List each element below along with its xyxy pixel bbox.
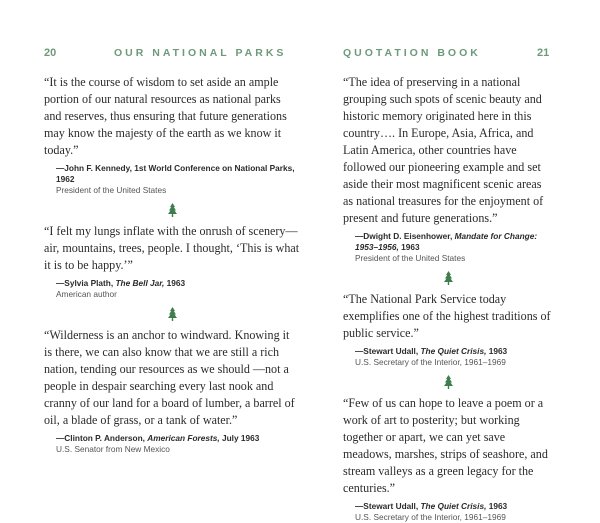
quote-attribution bbox=[56, 278, 300, 300]
right-quotes bbox=[343, 74, 553, 523]
right-header-title: QUOTATION BOOK bbox=[343, 47, 481, 59]
quote-attribution bbox=[355, 231, 553, 264]
quote-plath bbox=[44, 223, 300, 300]
quote-attribution bbox=[56, 433, 300, 455]
author-name: —Clinton P. Anderson, bbox=[56, 433, 148, 443]
author-year: 1963 bbox=[398, 242, 420, 252]
tree-separator bbox=[44, 307, 300, 321]
quote-text: “Few of us can hope to leave a poem or a work of art to posterity; but working together or apart, we can yet save meadows, marshes, strips of seashore, and stream valleys as a green legacy for the centuries.” bbox=[343, 396, 548, 495]
quote-anderson bbox=[44, 327, 300, 455]
quote-author: —John F. Kennedy, 1st World Conference on National Parks, 1962 bbox=[56, 163, 295, 184]
author-name: —Dwight D. Eisenhower, bbox=[355, 231, 455, 241]
author-name: —Stewart Udall, bbox=[355, 501, 421, 511]
left-header-title: OUR NATIONAL PARKS bbox=[114, 47, 287, 59]
quote-udall-1 bbox=[343, 291, 553, 368]
quote-author-role: American author bbox=[56, 289, 117, 299]
quote-text: “The National Park Service today exemplifies one of the highest traditions of public service.” bbox=[343, 292, 551, 340]
quote-author bbox=[355, 346, 553, 357]
quote-udall-2 bbox=[343, 395, 553, 523]
pine-tree-icon bbox=[168, 307, 177, 321]
quote-text: “It is the course of wisdom to set aside an ample portion of our natural resources as national parks and reserves, thus ensuring that future generations may know the majesty of the earth as we know it today.” bbox=[44, 75, 287, 157]
work-title: The Quiet Crisis, bbox=[420, 501, 487, 511]
author-name: —Sylvia Plath, bbox=[56, 278, 116, 288]
pine-tree-icon bbox=[444, 271, 453, 285]
page-number-left: 20 bbox=[44, 47, 57, 59]
pine-tree-icon bbox=[444, 375, 453, 389]
author-name: —Stewart Udall, bbox=[355, 346, 421, 356]
tree-separator bbox=[343, 271, 553, 285]
quote-author bbox=[355, 231, 553, 253]
quote-author-role: President of the United States bbox=[56, 185, 167, 195]
page-number-right: 21 bbox=[537, 47, 550, 59]
quote-author-role: U.S. Senator from New Mexico bbox=[56, 444, 170, 454]
author-year: 1963 bbox=[486, 501, 508, 511]
quote-author-role: President of the United States bbox=[355, 253, 466, 263]
work-title: The Quiet Crisis, bbox=[420, 346, 487, 356]
quote-attribution bbox=[355, 346, 553, 368]
author-year: July 1963 bbox=[219, 433, 260, 443]
author-year: 1963 bbox=[486, 346, 508, 356]
quote-author bbox=[56, 278, 300, 289]
work-title: The Bell Jar, bbox=[115, 278, 165, 288]
quote-attribution bbox=[56, 163, 300, 196]
tree-separator bbox=[343, 375, 553, 389]
quote-author-role: U.S. Secretary of the Interior, 1961–1969 bbox=[355, 512, 506, 522]
quote-author bbox=[355, 501, 553, 512]
quote-eisenhower bbox=[343, 74, 553, 264]
left-quotes bbox=[44, 74, 300, 455]
quote-text: “The idea of preserving in a national grouping such spots of scenic beauty and historic memory originated here in this country…. In Europe, Asia, Africa, and Latin America, other countries have followed our pioneering example and set aside their most magnificent scenic areas as national treasures for the enjoyment of present and future generations.” bbox=[343, 75, 544, 225]
quote-text: “Wilderness is an anchor to windward. Knowing it is there, we can also know that we are still a rich nation, tending our resources as we should —not a people in despair searching every last nook and cranny of our land for a board of lumber, a barrel of oil, a blade of grass, or a tank of water.” bbox=[44, 328, 295, 427]
pine-tree-icon bbox=[168, 203, 177, 217]
tree-separator bbox=[44, 203, 300, 217]
quote-attribution bbox=[355, 501, 553, 523]
quote-author bbox=[56, 433, 300, 444]
quote-kennedy bbox=[44, 74, 300, 196]
quote-author-role: U.S. Secretary of the Interior, 1961–1969 bbox=[355, 357, 506, 367]
quote-text: “I felt my lungs inflate with the onrush of scenery—air, mountains, trees, people. I thought, ‘This is what it is to be happy.’” bbox=[44, 224, 300, 272]
work-title: American Forests, bbox=[147, 433, 220, 443]
author-year: 1963 bbox=[164, 278, 186, 288]
work-title: Mandate for Change: 1953–1956, bbox=[355, 231, 538, 252]
